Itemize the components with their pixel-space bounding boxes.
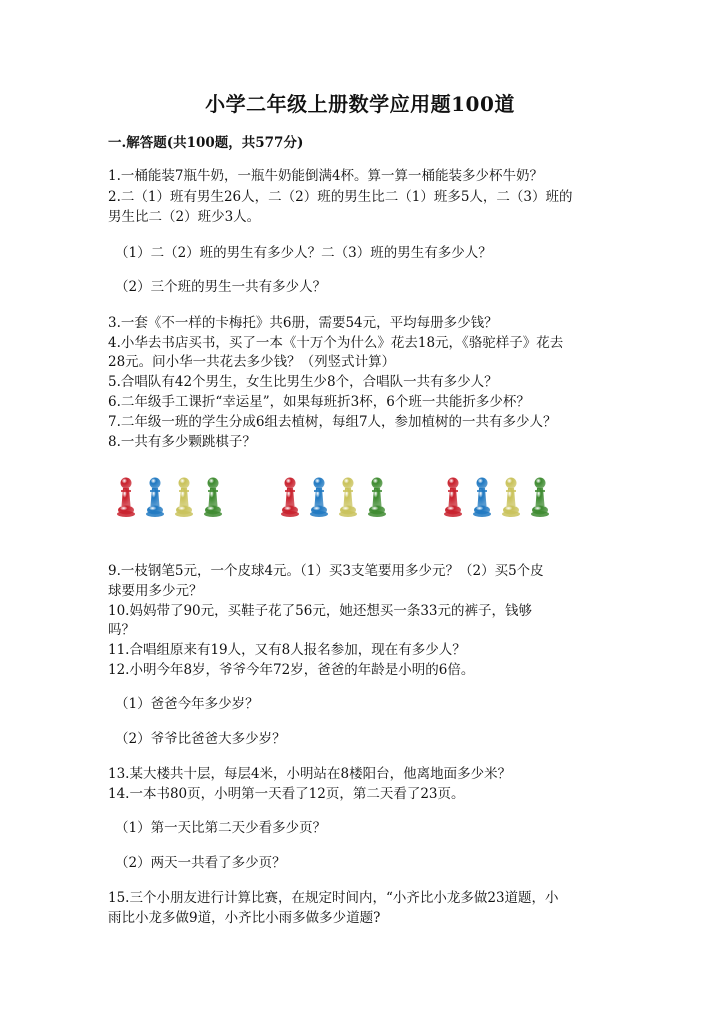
question-10-cont: 吗？: [108, 622, 135, 638]
question-2-part-2: （2）三个班的男生一共有多少人？: [115, 279, 327, 295]
chess-piece-icon: [443, 476, 463, 518]
chess-piece-icon: [501, 476, 521, 518]
question-14-part-2: （2）两天一共看了多少页？: [115, 855, 286, 871]
question-12-part-2: （2）爷爷比爸爸大多少岁？: [115, 731, 286, 747]
question-6: 6.二年级手工课折“幸运星”，如果每班折3杯，6个班一共能折多少杯？: [108, 394, 530, 410]
chess-piece-icon: [367, 476, 387, 518]
question-12: 12.小明今年8岁，爷爷今年72岁，爸爸的年龄是小明的6倍。: [108, 662, 475, 678]
chess-piece-icon: [203, 476, 223, 518]
question-15: 15.三个小朋友进行计算比赛，在规定时间内，“小齐比小龙多做23道题，小: [108, 890, 559, 906]
question-12-part-1: （1）爸爸今年多少岁？: [115, 696, 259, 712]
chess-piece-icon: [116, 476, 136, 518]
question-14: 14.一本书80页，小明第一天看了12页，第二天看了23页。: [108, 786, 465, 802]
chess-piece-icon: [174, 476, 194, 518]
question-2-part-1: （1）二（2）班的男生有多少人？二（3）班的男生有多少人？: [115, 245, 492, 261]
question-7: 7.二年级一班的学生分成6组去植树，每组7人，参加植树的一共有多少人？: [108, 414, 557, 430]
page-title: 小学二年级上册数学应用题100道: [205, 92, 515, 116]
question-10: 10.妈妈带了90元，买鞋子花了56元，她还想买一条33元的裤子，钱够: [108, 603, 533, 619]
question-11: 11.合唱组原来有19人，又有8人报名参加，现在有多少人？: [108, 642, 466, 658]
question-4: 4.小华去书店买书，买了一本《十万个为什么》花去18元，《骆驼样子》花去: [108, 335, 564, 351]
question-13: 13.某大楼共十层，每层4米，小明站在8楼阳台，他离地面多少米？: [108, 766, 512, 782]
question-4-cont: 28元。问小华一共花去多少钱？（列竖式计算）: [108, 354, 396, 370]
question-9-cont: 球要用多少元？: [108, 583, 203, 599]
question-15-cont: 雨比小龙多做9道，小齐比小雨多做多少道题?: [108, 910, 381, 926]
chess-piece-icon: [145, 476, 165, 518]
question-9: 9.一枝钢笔5元，一个皮球4元。（1）买3支笔要用多少元？（2）买5个皮: [108, 563, 544, 579]
chess-piece-icon: [309, 476, 329, 518]
question-5: 5.合唱队有42个男生，女生比男生少8个，合唱队一共有多少人？: [108, 374, 498, 390]
question-1: 1.一桶能装7瓶牛奶，一瓶牛奶能倒满4杯。算一算一桶能装多少杯牛奶？: [108, 168, 544, 184]
chess-piece-icon: [280, 476, 300, 518]
section-heading: 一.解答题(共100题，共577分): [108, 135, 304, 151]
question-8: 8.一共有多少颗跳棋子？: [108, 434, 256, 450]
question-2-cont: 男生比二（2）班少3人。: [108, 209, 261, 225]
question-14-part-1: （1）第一天比第二天少看多少页？: [115, 820, 327, 836]
chess-piece-icon: [530, 476, 550, 518]
chess-piece-icon: [472, 476, 492, 518]
question-2: 2.二（1）班有男生26人，二（2）班的男生比二（1）班多5人，二（3）班的: [108, 189, 573, 205]
chess-piece-icon: [338, 476, 358, 518]
question-3: 3.一套《不一样的卡梅托》共6册，需要54元，平均每册多少钱？: [108, 315, 498, 331]
chess-pieces-figure: [108, 476, 628, 526]
